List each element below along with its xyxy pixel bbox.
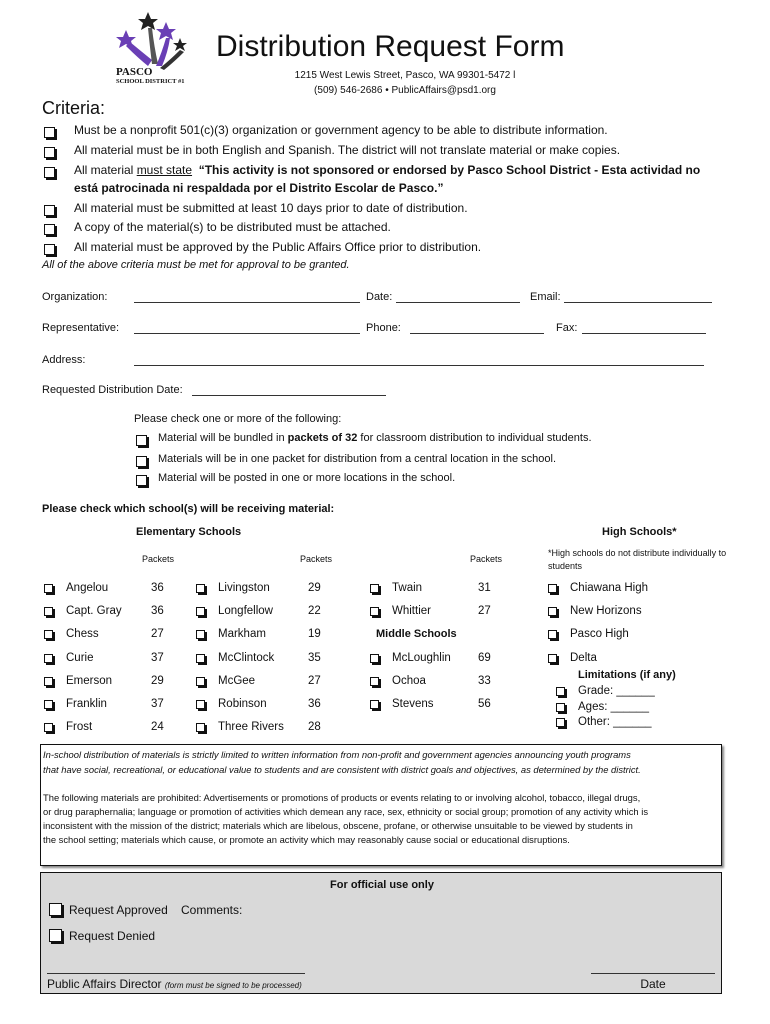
school-name: Franklin [66, 698, 107, 710]
date-label: Date: [366, 291, 393, 303]
school-row [548, 628, 718, 644]
school-name: Delta [570, 651, 597, 664]
school-row [196, 605, 366, 621]
school-checkbox[interactable] [44, 700, 53, 709]
policy-para1-line2: that have social, recreational, or educational value to students and are consistent with district goals and objectives, as determined by the district. [43, 764, 641, 775]
school-checkbox[interactable] [548, 584, 557, 593]
school-checkbox[interactable] [196, 630, 205, 639]
high-heading: High Schools* [602, 526, 677, 538]
address-field[interactable] [134, 365, 704, 366]
school-name: Three Rivers [218, 721, 284, 734]
school-row [370, 582, 540, 598]
school-row [556, 685, 726, 701]
school-row [44, 628, 214, 644]
school-name: Frost [66, 721, 93, 734]
school-packets: 27 [308, 674, 321, 687]
school-name: New Horizons [570, 605, 642, 618]
school-packets: 27 [478, 605, 491, 618]
school-name: Whittier [392, 605, 431, 618]
school-checkbox[interactable] [44, 607, 53, 616]
schools-prompt: Please check which school(s) will be receiving material: [42, 503, 335, 515]
email-label: Email: [530, 291, 561, 303]
policy-para2-line2: or drug paraphernalia; language or promotion of activities which demean any race, sex, ethnicity or social group; promotion of any activity which is [43, 806, 649, 817]
header-address: 1215 West Lewis Street, Pasco, WA 99301-5472 l [294, 70, 516, 81]
criteria-item: All material must be submitted at least 10 days prior to date of distribution. [44, 202, 55, 220]
school-checkbox[interactable] [44, 677, 53, 686]
header-contact: (509) 546-2686 • PublicAffairs@psd1.org [314, 85, 496, 96]
school-checkbox[interactable] [370, 584, 379, 593]
school-packets: 56 [478, 698, 491, 710]
school-packets: 36 [308, 698, 321, 710]
school-packets: 36 [151, 605, 164, 618]
school-name: McClintock [218, 651, 275, 664]
school-checkbox[interactable] [556, 687, 565, 696]
school-checkbox[interactable] [196, 700, 205, 709]
school-row [44, 652, 214, 668]
school-packets: 27 [151, 628, 164, 641]
email-field[interactable] [564, 302, 712, 303]
school-name: Chiawana High [570, 582, 648, 594]
school-checkbox[interactable] [44, 723, 53, 732]
checkbox[interactable] [44, 244, 55, 255]
school-packets: 37 [151, 698, 164, 710]
school-packets: 22 [308, 605, 321, 618]
school-name: McLoughlin [392, 652, 451, 664]
school-checkbox[interactable] [556, 703, 565, 712]
checkbox[interactable] [44, 167, 55, 178]
school-name: McGee [218, 674, 256, 687]
school-name: Ages: ______ [578, 700, 649, 713]
school-row [548, 652, 718, 668]
school-row [44, 582, 214, 598]
policy-para1-line1: In-school distribution of materials is strictly limited to written information from non-profit and government agencies announcing youth programs [43, 749, 631, 760]
school-row [44, 675, 214, 691]
requested-date-label: Requested Distribution Date: [42, 384, 183, 396]
policy-para2-line3: inconsistent with the mission of the district; materials which are libelous, obscene, profane, or otherwise unsuitable to be viewed by students in [43, 820, 633, 831]
school-name: Ochoa [392, 675, 426, 687]
school-checkbox[interactable] [370, 700, 379, 709]
school-row [44, 605, 214, 621]
school-checkbox[interactable] [370, 654, 379, 663]
school-checkbox[interactable] [548, 654, 557, 663]
school-row [196, 652, 366, 668]
elementary-heading: Elementary Schools [136, 526, 242, 538]
school-packets: 35 [308, 651, 321, 664]
criteria-item: All material must be in both English and Spanish. The district will not translate material or make copies. [44, 144, 55, 162]
school-checkbox[interactable] [196, 677, 205, 686]
school-checkbox[interactable] [196, 607, 205, 616]
school-row [370, 675, 540, 691]
checkbox[interactable] [44, 127, 55, 138]
checkbox[interactable] [44, 205, 55, 216]
high-note: *High schools do not distribute individually to students [548, 548, 727, 571]
checkbox[interactable] [136, 456, 147, 467]
checkbox[interactable] [136, 435, 147, 446]
school-row [370, 652, 540, 668]
checkbox[interactable] [49, 903, 62, 916]
phone-label: Phone: [366, 322, 401, 334]
school-packets: 28 [308, 721, 321, 734]
school-name: Livingston [218, 582, 270, 594]
school-packets: 29 [308, 582, 321, 594]
criteria-note: All of the above criteria must be met for approval to be granted. [42, 259, 350, 271]
school-row [370, 605, 540, 621]
distribution-option-central: Materials will be in one packet for distribution from a central location in the school. [136, 453, 147, 471]
school-row [196, 698, 366, 714]
school-checkbox[interactable] [556, 718, 565, 727]
request-approved: Request Approved [49, 901, 62, 919]
school-name: Other: ______ [578, 716, 652, 728]
distribution-option-packets: Material will be bundled in packets of 32 for classroom distribution to individual students. [136, 432, 147, 450]
director-label: Public Affairs Director (form must be signed to be processed) [47, 977, 302, 991]
school-checkbox[interactable] [370, 677, 379, 686]
policy-box [40, 744, 722, 866]
policy-para2-line1: The following materials are prohibited: Advertisements or promotions of products or events relating to or involving alcohol, tobacco, illegal drugs, [43, 792, 641, 803]
packets-label: Packets [470, 554, 503, 564]
school-row [196, 721, 366, 737]
district-logo [108, 8, 208, 90]
school-packets: 29 [151, 674, 164, 687]
requested-date-field[interactable] [192, 395, 386, 396]
representative-label: Representative: [42, 322, 120, 334]
checkbox[interactable] [44, 147, 55, 158]
school-checkbox[interactable] [196, 584, 205, 593]
logo-text-line1: PASCO [116, 66, 153, 78]
school-name: Pasco High [570, 628, 629, 641]
criteria-item: A copy of the material(s) to be distributed must be attached. [44, 221, 55, 239]
school-name: Longfellow [218, 605, 273, 618]
distribution-prompt: Please check one or more of the following: [134, 413, 342, 425]
director-signature-line[interactable] [47, 973, 305, 974]
school-packets: 69 [478, 652, 491, 664]
school-packets: 19 [308, 628, 321, 641]
request-denied: Request Denied [49, 927, 62, 945]
school-checkbox[interactable] [196, 723, 205, 732]
checkbox[interactable] [44, 224, 55, 235]
criteria-item: All material must state “This activity is not sponsored or endorsed by Pasco School District - Esta actividad no está patrocinada ni respaldada por el Distrito Escolar de Pasco.” [44, 164, 55, 182]
distribution-option-posted: Material will be posted in one or more locations in the school. [136, 472, 147, 490]
date-field[interactable] [396, 302, 520, 303]
school-checkbox[interactable] [44, 630, 53, 639]
school-row [196, 582, 366, 598]
school-name: Twain [392, 582, 423, 594]
school-packets: 24 [151, 721, 164, 734]
fax-label: Fax: [556, 322, 578, 334]
school-packets: 33 [478, 675, 491, 687]
comments-label: Comments: [181, 903, 243, 917]
school-checkbox[interactable] [370, 607, 379, 616]
school-name: Markham [218, 628, 266, 641]
logo-text-line2: SCHOOL DISTRICT #1 [116, 78, 185, 85]
school-name: Angelou [66, 582, 109, 594]
policy-para2-line4: the school setting; materials which cause, or promote an activity which may reasonably cause social or educational disruptions. [43, 834, 570, 845]
school-name: Stevens [392, 698, 434, 710]
organization-field[interactable] [134, 302, 360, 303]
checkbox[interactable] [49, 929, 62, 942]
representative-field[interactable] [134, 333, 360, 334]
official-heading: For official use only [330, 879, 434, 891]
official-use-box [40, 872, 722, 994]
school-packets: 36 [151, 582, 164, 594]
school-name: Grade: ______ [578, 685, 655, 697]
school-name: Chess [66, 628, 99, 641]
address-label: Address: [42, 354, 86, 366]
school-row [548, 605, 718, 621]
school-row [548, 582, 718, 598]
organization-label: Organization: [42, 291, 108, 303]
school-row [44, 721, 214, 737]
school-packets: 31 [478, 582, 491, 594]
criteria-heading: Criteria: [42, 98, 106, 118]
limitations-heading: Limitations (if any) [578, 669, 676, 681]
official-date-label: Date [640, 977, 666, 991]
date-signature-line[interactable] [591, 973, 715, 974]
school-checkbox[interactable] [196, 654, 205, 663]
school-name: Robinson [218, 698, 267, 710]
school-packets: 37 [151, 651, 164, 664]
packets-label: Packets [300, 554, 333, 564]
school-row [44, 698, 214, 714]
school-row [556, 701, 726, 717]
checkbox[interactable] [136, 475, 147, 486]
school-checkbox[interactable] [44, 584, 53, 593]
school-name: Capt. Gray [66, 605, 122, 618]
school-checkbox[interactable] [548, 607, 557, 616]
packets-label: Packets [142, 554, 175, 564]
school-name: Curie [66, 651, 94, 664]
school-row [556, 716, 726, 732]
school-row [196, 628, 366, 644]
criteria-item: Must be a nonprofit 501(c)(3) organization or government agency to be able to distribute information. [44, 124, 55, 142]
page-title: Distribution Request Form [216, 30, 565, 63]
school-checkbox[interactable] [548, 630, 557, 639]
school-row [196, 675, 366, 691]
fax-field[interactable] [582, 333, 706, 334]
school-row [370, 698, 540, 714]
school-name: Emerson [66, 674, 113, 687]
middle-heading: Middle Schools [376, 628, 457, 640]
school-checkbox[interactable] [44, 654, 53, 663]
phone-field[interactable] [410, 333, 544, 334]
criteria-item: All material must be approved by the Public Affairs Office prior to distribution. [44, 241, 55, 259]
